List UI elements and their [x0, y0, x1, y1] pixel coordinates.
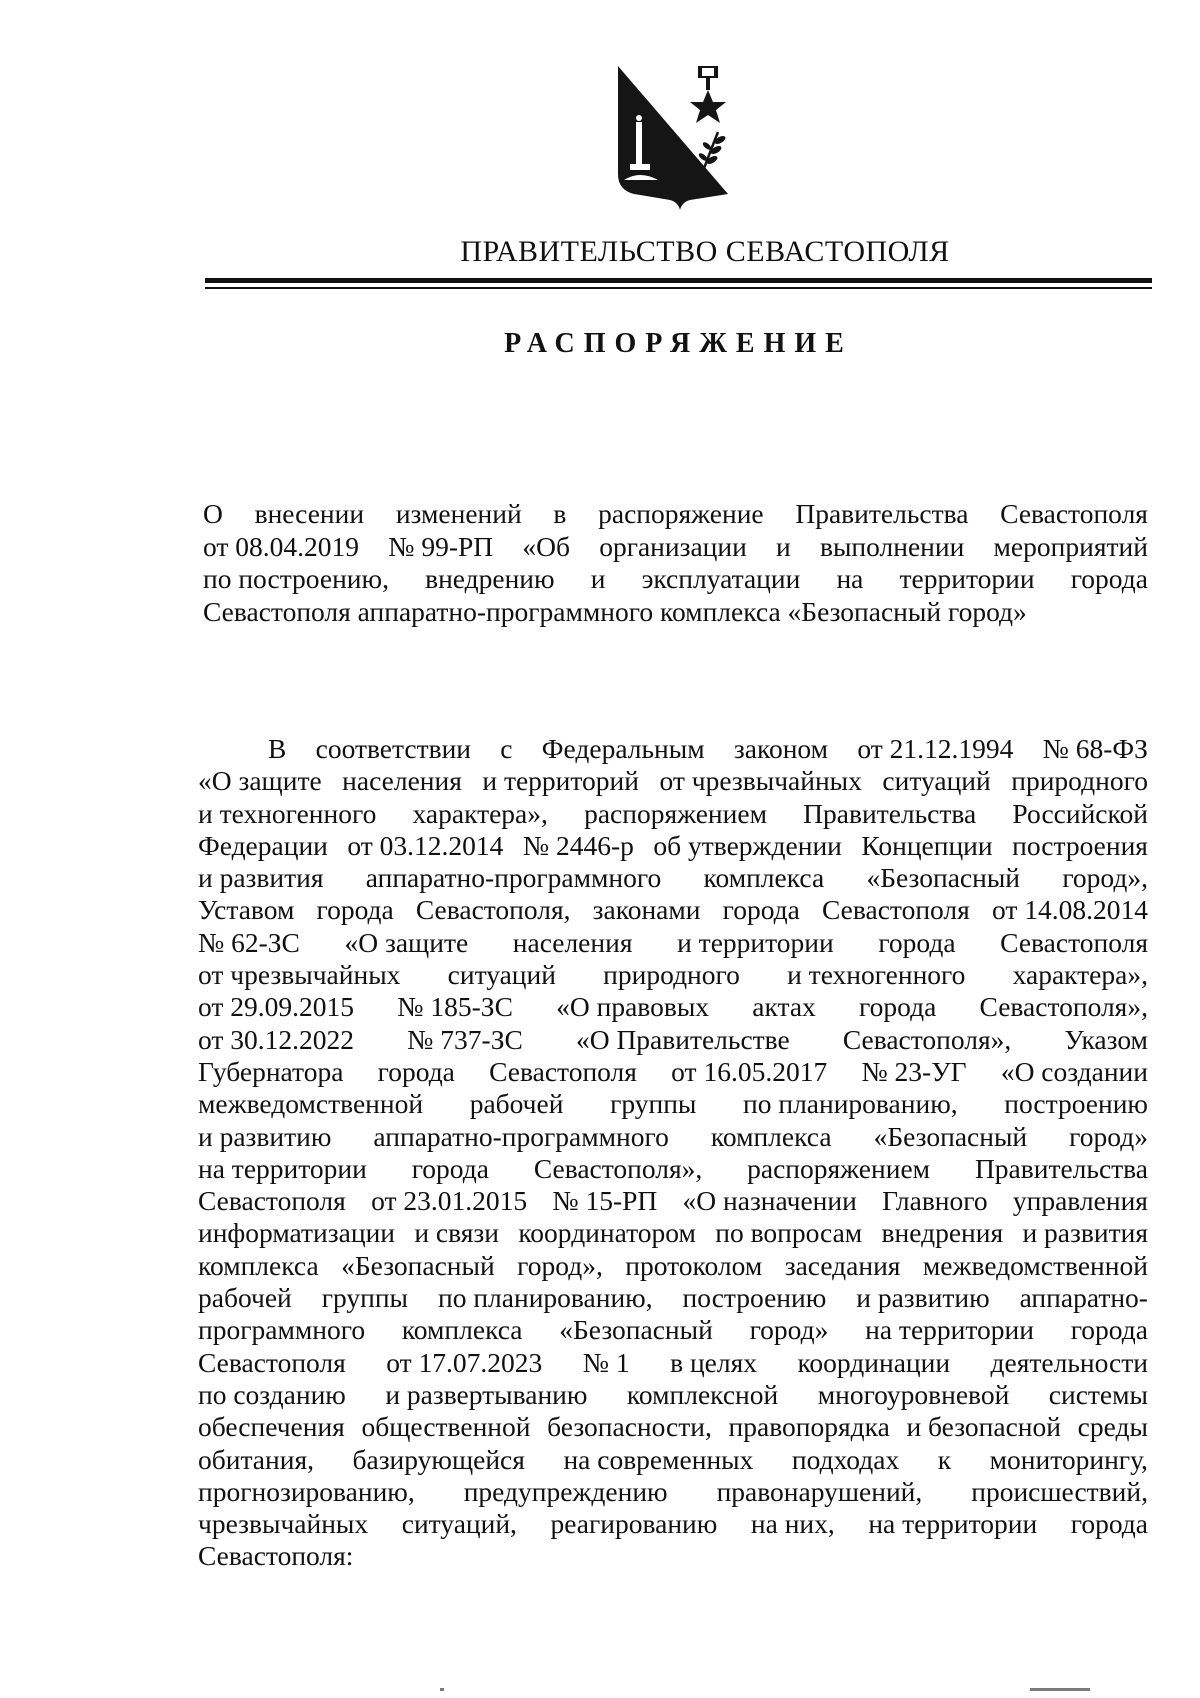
- body-word: город»,: [517, 1249, 603, 1281]
- body-line: [198, 1379, 1148, 1411]
- body-word: города: [316, 894, 394, 926]
- body-word: чрезвычайных: [198, 1508, 369, 1540]
- body-word: № 737-ЗС: [407, 1023, 523, 1055]
- body-word: и безопасной: [906, 1411, 1061, 1443]
- body-word: «Безопасный: [866, 862, 1021, 894]
- body-word: комплекса: [401, 1314, 523, 1346]
- body-word: от 14.08.2014: [991, 894, 1148, 926]
- body-word: характера»,: [412, 797, 548, 829]
- body-word: «О Правительстве: [575, 1023, 790, 1055]
- body-word: природного: [603, 959, 740, 991]
- body-word: на них,: [750, 1508, 835, 1540]
- subject-word: города: [1070, 563, 1148, 594]
- page-edge-mark: [440, 1688, 444, 1691]
- body-word: «О создании: [1000, 1055, 1148, 1087]
- body-word: города: [722, 894, 800, 926]
- document-subject: [203, 498, 1148, 628]
- body-line: [198, 927, 1148, 959]
- body-word: законом: [733, 733, 829, 764]
- body-word: рабочей: [198, 1282, 292, 1314]
- body-word: «О правовых: [556, 991, 710, 1023]
- body-word: города: [377, 1055, 455, 1087]
- body-word: правопорядка: [728, 1411, 890, 1443]
- body-word: ситуаций,: [401, 1508, 517, 1540]
- body-word: обеспечения: [198, 1411, 345, 1443]
- body-word: и территорий: [482, 765, 639, 797]
- body-word: распоряжением: [584, 797, 767, 829]
- body-word: Севастополя: [198, 1346, 346, 1378]
- body-word: от чрезвычайных: [659, 765, 862, 797]
- body-line: [198, 1056, 1148, 1088]
- body-word: № 15-РП: [552, 1185, 658, 1217]
- body-word: построению: [682, 1282, 827, 1314]
- body-word: и развитию: [856, 1282, 990, 1314]
- body-word: населения: [342, 765, 462, 797]
- body-word: от 17.07.2023: [386, 1346, 543, 1378]
- body-word: построению: [1004, 1088, 1148, 1120]
- body-word: программного: [198, 1314, 366, 1346]
- body-word: № 62-ЗС: [198, 926, 300, 958]
- body-word: Федеральным: [541, 733, 705, 764]
- body-word: город»,: [1062, 862, 1148, 894]
- body-word: управления: [1012, 1185, 1148, 1217]
- body-word: комплекса: [710, 1120, 832, 1152]
- body-word: по планированию,: [437, 1282, 653, 1314]
- body-word: от 03.12.2014: [347, 829, 504, 861]
- body-word: Правительства: [803, 797, 977, 829]
- body-word: Губернатора: [198, 1055, 344, 1087]
- body-word: на территории: [865, 1314, 1034, 1346]
- body-word: группы: [321, 1282, 409, 1314]
- body-word: ситуаций: [447, 959, 556, 991]
- subject-word: Правительства: [795, 498, 969, 529]
- body-word: города: [1070, 1314, 1148, 1346]
- body-word: и территории: [677, 926, 834, 958]
- body-word: природного: [1011, 765, 1148, 797]
- body-word: Севастополя: [1000, 926, 1148, 958]
- body-line: [198, 798, 1148, 830]
- body-word: системы: [1048, 1378, 1148, 1410]
- subject-word: распоряжение: [598, 498, 764, 529]
- body-word: Российской: [1012, 797, 1148, 829]
- body-word: построения: [1012, 829, 1148, 861]
- page-edge-mark: [1030, 1688, 1090, 1691]
- sevastopol-coat-of-arms-icon: [610, 62, 750, 222]
- subject-line: [203, 498, 1148, 531]
- subject-word: по построению,: [203, 563, 389, 594]
- body-word: на современных: [563, 1443, 754, 1475]
- body-word: законами: [592, 894, 701, 926]
- body-line: [198, 1088, 1148, 1120]
- body-line: [198, 1314, 1148, 1346]
- body-word: «Безопасный: [341, 1249, 495, 1281]
- body-word: и техногенного: [198, 797, 377, 829]
- body-word: внедрения: [881, 1217, 1004, 1249]
- body-word: города: [878, 926, 956, 958]
- body-line: [198, 733, 1148, 765]
- body-word: координатором: [518, 1217, 696, 1249]
- body-word: деятельности: [990, 1346, 1148, 1378]
- body-word: «О защите: [198, 765, 322, 797]
- header-rule-thick: [205, 278, 1152, 283]
- subject-word: в: [553, 498, 567, 529]
- body-word: по созданию: [198, 1378, 346, 1410]
- body-line: [198, 991, 1148, 1023]
- body-word: группы: [610, 1088, 697, 1120]
- body-word: Севастополя»,: [533, 1152, 703, 1184]
- subject-word: территории: [899, 563, 1035, 594]
- body-word: протоколом: [625, 1249, 763, 1281]
- body-word: аппаратно-программного: [373, 1120, 669, 1152]
- body-word: «О назначении: [682, 1185, 857, 1217]
- body-line: [198, 1476, 1148, 1508]
- body-word: № 23-УГ: [861, 1055, 967, 1087]
- body-word: заседания: [784, 1249, 901, 1281]
- body-word: населения: [512, 926, 633, 958]
- subject-word: на: [836, 563, 864, 594]
- body-word: ситуаций: [882, 765, 991, 797]
- body-word: Севастополя,: [415, 894, 571, 926]
- body-word: Концепции: [861, 829, 993, 861]
- body-word: безопасности,: [547, 1411, 712, 1443]
- body-word: об утверждении: [653, 829, 842, 861]
- document-type-heading: РАСПОРЯЖЕНИЕ: [504, 328, 853, 359]
- subject-word: Севастополя аппаратно-программного комплекса «Безопасный город»: [203, 595, 1027, 627]
- body-word: Севастополя: [489, 1055, 637, 1087]
- body-word: правонарушений,: [716, 1475, 923, 1507]
- body-word: Уставом: [198, 894, 295, 926]
- body-word: на территории: [198, 1152, 367, 1184]
- subject-word: и: [776, 530, 791, 562]
- subject-word: внедрению: [425, 563, 555, 594]
- body-word: и связи: [414, 1217, 499, 1249]
- body-word: базирующейся: [352, 1443, 525, 1475]
- subject-word: «Об: [522, 530, 570, 562]
- body-word: Севастополя»,: [979, 991, 1148, 1023]
- subject-word: выполнении: [819, 530, 965, 562]
- body-line: [198, 1185, 1148, 1217]
- body-line: [198, 1282, 1148, 1314]
- subject-word: Севастополя: [1000, 498, 1148, 529]
- subject-word: О: [203, 498, 223, 529]
- body-word: среды: [1077, 1411, 1148, 1443]
- body-word: города: [1070, 1508, 1148, 1540]
- body-line: [198, 1411, 1148, 1443]
- body-word: комплекса: [703, 862, 825, 894]
- body-word: Федерации: [198, 829, 328, 861]
- body-word: и техногенного: [787, 959, 966, 991]
- body-word: и развития: [1022, 1217, 1148, 1249]
- body-word: города: [411, 1152, 489, 1184]
- subject-word: внесении: [254, 498, 365, 529]
- body-word: и развитию: [198, 1120, 332, 1152]
- body-line: [198, 959, 1148, 991]
- body-word: Севастополя:: [198, 1540, 354, 1572]
- body-line: [198, 1250, 1148, 1282]
- body-word: к: [937, 1443, 952, 1475]
- body-word: № 185-ЗС: [397, 991, 513, 1023]
- body-word: от 29.09.2015: [198, 991, 355, 1023]
- body-word: от 23.01.2015: [371, 1185, 528, 1217]
- body-word: межведомственной: [922, 1249, 1148, 1281]
- body-word: № 68-ФЗ: [1042, 733, 1148, 764]
- body-word: Указом: [1064, 1023, 1148, 1055]
- body-line: [198, 1508, 1148, 1540]
- body-word: мониторингу,: [989, 1443, 1148, 1475]
- body-word: города: [859, 991, 937, 1023]
- body-word: аппаратно-программного: [365, 862, 662, 894]
- subject-word: изменений: [395, 498, 522, 529]
- body-word: комплексной: [626, 1378, 779, 1410]
- body-word: Правительства: [974, 1152, 1148, 1184]
- document-body: [198, 733, 1148, 1573]
- body-word: межведомственной: [198, 1088, 424, 1120]
- body-word: В: [268, 733, 287, 764]
- body-word: обитания,: [198, 1443, 314, 1475]
- body-word: происшествий,: [971, 1475, 1148, 1507]
- body-word: комплекса: [198, 1249, 319, 1281]
- body-word: с: [500, 733, 513, 764]
- body-word: прогнозированию,: [198, 1475, 415, 1507]
- body-line: [198, 830, 1148, 862]
- body-word: по планированию,: [743, 1088, 958, 1120]
- body-word: «Безопасный: [873, 1120, 1028, 1152]
- body-line: [198, 1347, 1148, 1379]
- organization-title-text: ПРАВИТЕЛЬСТВО СЕВАСТОПОЛЯ: [460, 235, 950, 268]
- body-word: от 21.12.1994: [857, 733, 1014, 764]
- subject-line: [203, 563, 1148, 596]
- body-word: Севастополя: [198, 1185, 346, 1217]
- body-word: и развертыванию: [385, 1378, 588, 1410]
- body-word: соответствии: [315, 733, 472, 764]
- header-rule-thin: [205, 287, 1152, 289]
- body-word: Севастополя»,: [842, 1023, 1012, 1055]
- body-line: [198, 1444, 1148, 1476]
- body-word: город»: [1069, 1120, 1148, 1152]
- body-word: реагированию: [550, 1508, 718, 1540]
- body-word: аппаратно-: [1019, 1282, 1148, 1314]
- body-line: [198, 1153, 1148, 1185]
- body-word: характера»,: [1012, 959, 1148, 991]
- subject-line: [203, 596, 1148, 629]
- body-word: координации: [797, 1346, 951, 1378]
- body-word: и развития: [198, 862, 324, 894]
- body-word: «О защите: [344, 926, 469, 958]
- body-word: многоуровневой: [817, 1378, 1010, 1410]
- body-word: на территории: [868, 1508, 1038, 1540]
- body-word: № 2446-р: [522, 829, 634, 861]
- body-line: [198, 1540, 1148, 1572]
- subject-line: [203, 531, 1148, 564]
- subject-word: от 08.04.2019: [203, 530, 360, 562]
- body-line: [198, 894, 1148, 926]
- body-word: рабочей: [469, 1088, 564, 1120]
- body-word: актах: [752, 991, 816, 1023]
- body-line: [198, 1121, 1148, 1153]
- body-word: по вопросам: [715, 1217, 863, 1249]
- body-word: в целях: [670, 1346, 757, 1378]
- body-line: [198, 1024, 1148, 1056]
- body-word: «Безопасный: [559, 1314, 713, 1346]
- body-word: Главного: [882, 1185, 988, 1217]
- body-word: город»: [749, 1314, 829, 1346]
- body-word: № 1: [582, 1346, 630, 1378]
- subject-word: организации: [599, 530, 747, 562]
- body-word: информатизации: [198, 1217, 395, 1249]
- body-line: [198, 765, 1148, 797]
- subject-word: № 99-РП: [388, 530, 494, 562]
- organization-title: [200, 232, 1200, 272]
- body-line: [198, 1217, 1148, 1249]
- body-word: Севастополя: [822, 894, 970, 926]
- body-word: распоряжением: [747, 1152, 931, 1184]
- subject-word: мероприятий: [993, 530, 1148, 562]
- body-word: подходах: [791, 1443, 900, 1475]
- subject-word: эксплуатации: [641, 563, 801, 594]
- body-word: от 30.12.2022: [198, 1023, 355, 1055]
- body-line: [198, 862, 1148, 894]
- subject-word: и: [590, 563, 606, 594]
- body-word: общественной: [361, 1411, 531, 1443]
- body-word: от чрезвычайных: [198, 959, 401, 991]
- body-word: от 16.05.2017: [671, 1055, 828, 1087]
- body-word: предупреждению: [463, 1475, 668, 1507]
